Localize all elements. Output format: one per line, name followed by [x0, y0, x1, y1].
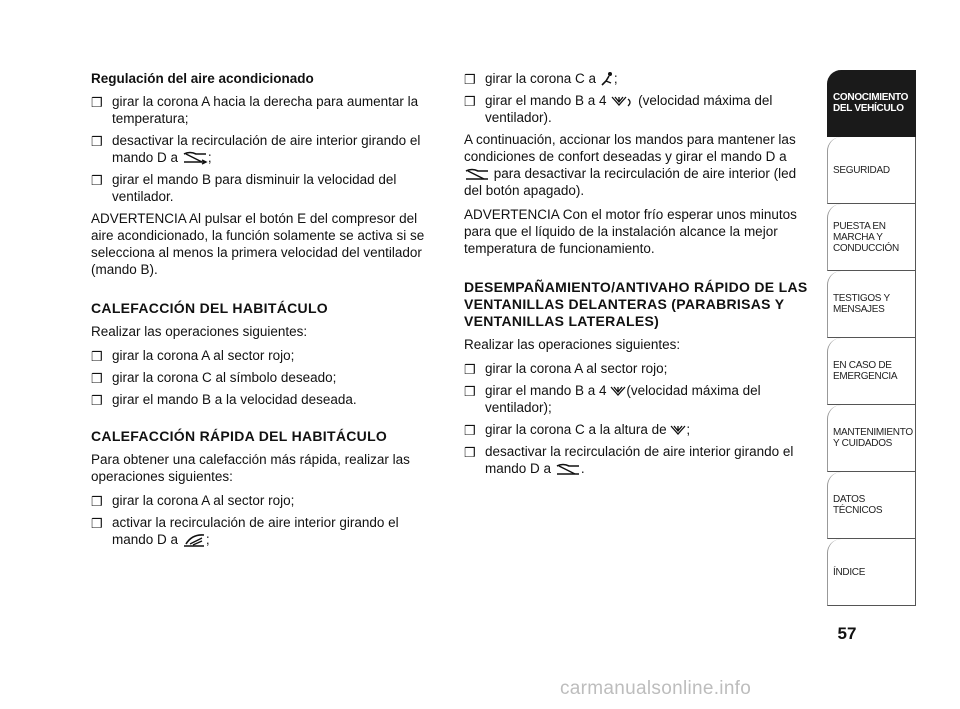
checkbox-bullet-icon: ❒ — [91, 516, 103, 531]
list-cabin-heating — [91, 347, 439, 408]
fan-max-icon — [610, 95, 634, 109]
list-item: ❒ girar la corona A al sector rojo; — [91, 493, 295, 509]
checkbox-bullet-icon: ❒ — [464, 384, 476, 400]
checkbox-bullet-icon: ❒ — [91, 173, 103, 188]
list-item: ❒ girar la corona A al sector rojo; — [464, 361, 668, 378]
list-air-conditioning — [91, 93, 439, 205]
recirculation-off-icon — [182, 151, 208, 165]
windscreen-defrost-icon — [670, 424, 686, 438]
checkbox-bullet-icon: ❒ — [91, 95, 103, 110]
checkbox-bullet-icon: ❒ — [91, 371, 103, 386]
recirculation-off-icon — [464, 168, 490, 182]
list-item: ❒ girar la corona C a la altura de ; — [464, 422, 691, 439]
watermark: carmanualsonline.info — [560, 678, 752, 699]
list-item: ❒ girar el mando B a 4 (velocidad máxima del ventilador). — [464, 93, 773, 126]
heading-fast-heating: CALEFACCIÓN RÁPIDA DEL HABITÁCULO — [91, 428, 388, 444]
intro-text: Para obtener una calefacción más rápida, realizar las operaciones siguientes: — [91, 452, 410, 484]
fan-max-icon — [610, 385, 626, 399]
list-fast-heating — [91, 492, 439, 548]
checkbox-bullet-icon: ❒ — [91, 349, 103, 364]
tab-indice[interactable]: ÍNDICE — [827, 539, 916, 606]
heading-air-conditioning: Regulación del aire acondicionado — [91, 71, 314, 86]
list-fast-defrost — [464, 360, 814, 477]
heading-fast-defrost: DESEMPAÑAMIENTO/ANTIVAHO RÁPIDO DE LAS VENTANILLAS DELANTERAS (PARABRISAS Y VENTANILLAS LATERALES) — [464, 279, 808, 330]
list-continued — [464, 70, 814, 126]
heading-cabin-heating: CALEFACCIÓN DEL HABITÁCULO — [91, 300, 328, 316]
checkbox-bullet-icon: ❒ — [464, 423, 476, 439]
checkbox-bullet-icon: ❒ — [91, 393, 103, 408]
tab-mantenimiento[interactable]: MANTENIMIENTO Y CUIDADOS — [827, 405, 916, 472]
list-item: ❒ girar el mando B a la velocidad deseada. — [91, 392, 357, 408]
list-item: ❒ girar el mando B a 4 (velocidad máxima del ventilador); — [464, 383, 761, 416]
tab-puesta-en-marcha[interactable]: PUESTA EN MARCHA Y CONDUCCIÓN — [827, 204, 916, 271]
list-item: ❒ activar la recirculación de aire interior girando el mando D a ; — [91, 515, 399, 547]
continuation-text: A continuación, accionar los mandos para mantener las condiciones de confort deseadas y girar el mando D a — [464, 132, 796, 165]
checkbox-bullet-icon: ❒ — [464, 445, 476, 461]
tab-testigos[interactable]: TESTIGOS Y MENSAJES — [827, 271, 916, 338]
list-item: ❒ girar la corona C al símbolo deseado; — [91, 370, 337, 386]
feet-vent-icon — [600, 71, 614, 87]
list-item: ❒ girar la corona C a ; — [464, 71, 618, 87]
checkbox-bullet-icon: ❒ — [91, 134, 103, 149]
section-tabs — [827, 70, 916, 606]
tab-emergencia[interactable]: EN CASO DE EMERGENCIA — [827, 338, 916, 405]
tab-conocimiento[interactable]: CONOCIMIENTO DEL VEHÍCULO — [827, 70, 916, 137]
list-item: ❒ desactivar la recirculación de aire interior girando el mando D a ; — [91, 133, 421, 165]
warning-text: ADVERTENCIA Al pulsar el botón E del compresor del aire acondicionado, la función solamente se activa si se selecciona al menos la primera velocidad del ventilador (mando B). — [91, 211, 425, 277]
list-item: ❒ girar la corona A al sector rojo; — [91, 348, 295, 364]
page-number: 57 — [837, 624, 857, 643]
checkbox-bullet-icon: ❒ — [464, 362, 476, 378]
list-item: ❒ girar el mando B para disminuir la velocidad del ventilador. — [91, 172, 397, 204]
checkbox-bullet-icon: ❒ — [91, 494, 103, 509]
list-item: ❒ desactivar la recirculación de aire interior girando el mando D a . — [464, 444, 794, 477]
checkbox-bullet-icon: ❒ — [464, 94, 476, 110]
checkbox-bullet-icon: ❒ — [464, 72, 476, 87]
left-column — [91, 70, 439, 553]
right-column: ❒ girar la corona C a ; ❒ girar el mando B a 4 (velocidad máxima del ventilador). A continuación, accionar los mandos para mantener las condiciones de confort deseadas y girar el mando D a para desactivar la recirculación de aire interior (led del botón apagado). ADVERTENCIA Con el motor frío esperar unos minutos para que el líquido de la instalación alcance la mejor temperatura de funcionamiento. DESEMPAÑAMIENTO/ANTIVAHO RÁPIDO DE LAS VENTANILLAS DELANTERAS (PARABRISAS Y VENTANILLAS LATERALES) Realizar las operaciones siguientes: ❒ girar la corona A al sector rojo; ❒ girar el mando B a 4 (velocidad máxima del ventilador); ❒ girar la corona C a la altura de ; ❒ desactivar la recirculación de aire interior girando el mando D a . — [464, 70, 814, 482]
recirculation-on-icon — [182, 532, 206, 548]
tab-datos-tecnicos[interactable]: DATOS TÉCNICOS — [827, 472, 916, 539]
list-item: ❒ girar la corona A hacia la derecha para aumentar la temperatura; — [91, 94, 419, 126]
intro-text: Realizar las operaciones siguientes: — [464, 337, 681, 353]
recirculation-off-icon — [555, 463, 581, 477]
warning-text: ADVERTENCIA Con el motor frío esperar unos minutos para que el líquido de la instalación alcance la mejor temperatura de funcionamiento. — [464, 207, 797, 257]
tab-seguridad[interactable]: SEGURIDAD — [827, 137, 916, 204]
intro-text: Realizar las operaciones siguientes: — [91, 324, 308, 339]
